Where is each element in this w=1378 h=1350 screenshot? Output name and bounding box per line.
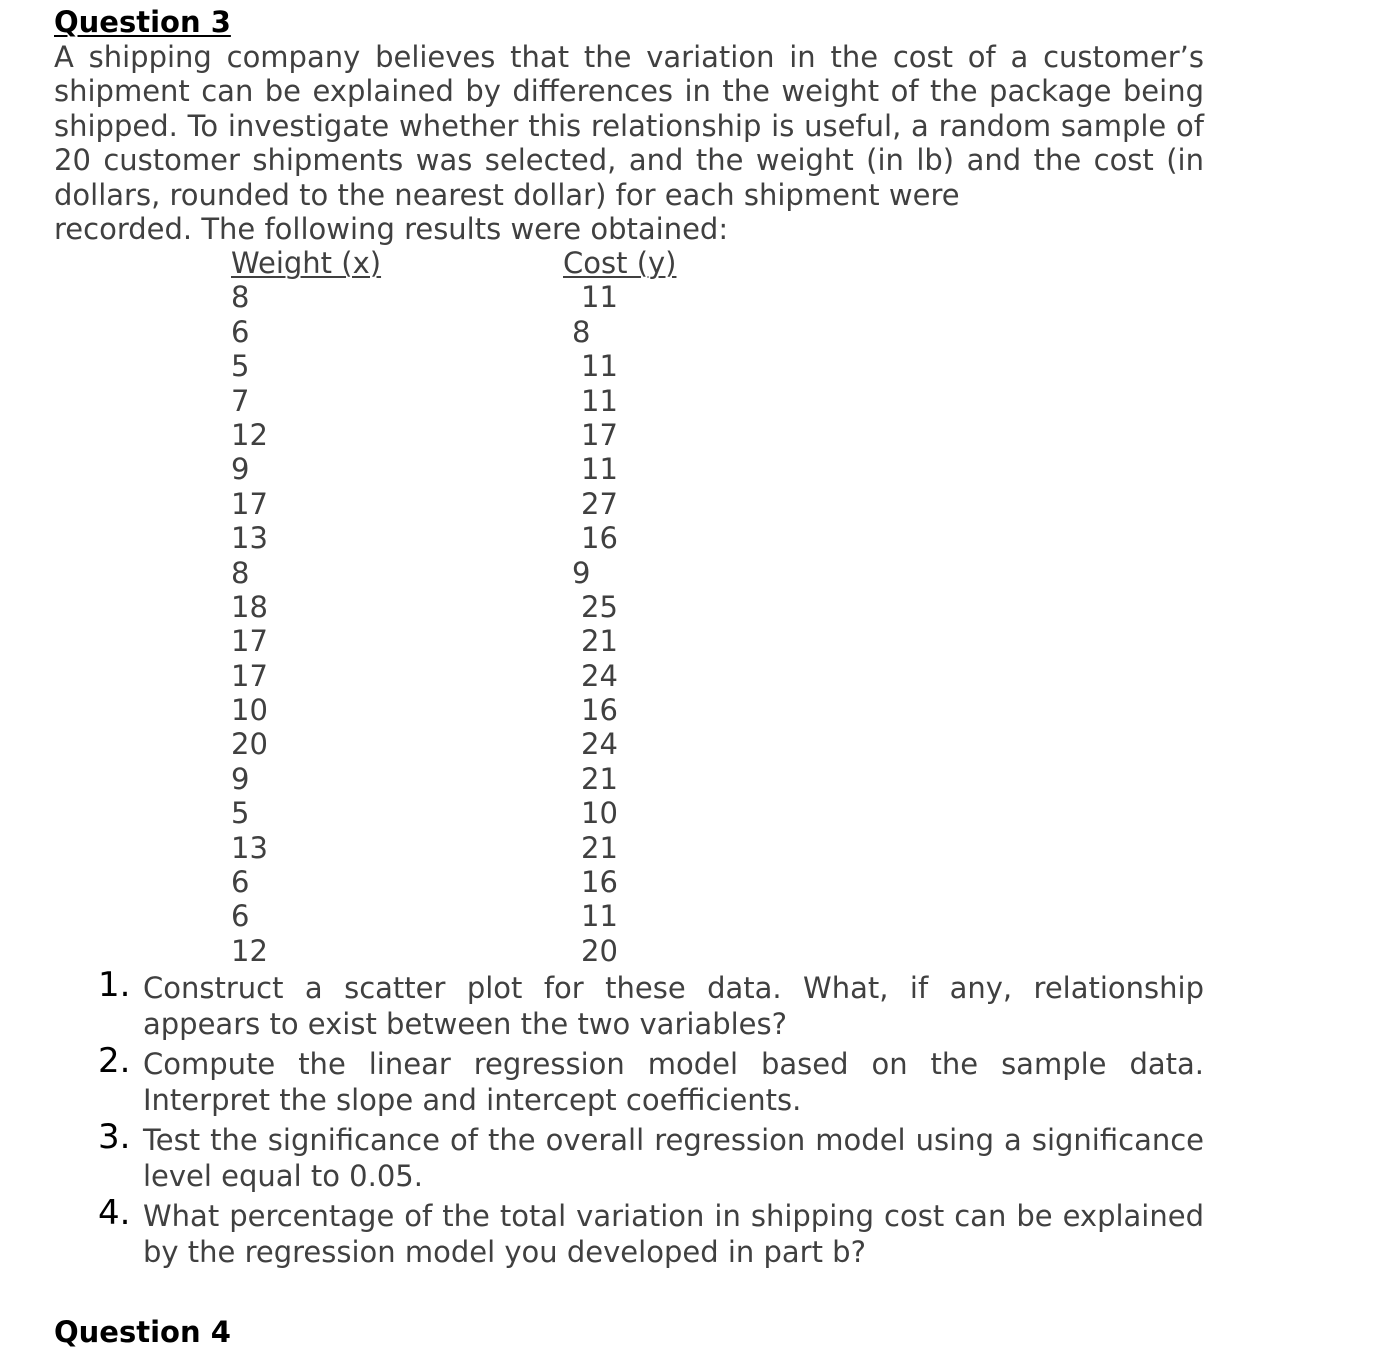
cost-cell: 8 xyxy=(572,314,591,349)
question-intro: A shipping company believes that the variation in the cost of a customer’s shipment can be explained by differences in the weight of the package being shipped. To investigate whether this relationship is useful, a random sample of 20 customer shipments was selected, and the weight (in lb) and the cost (in dollars, rounded to the nearest dollar) for each shipment were xyxy=(54,40,1204,212)
cost-cell: 17 xyxy=(581,417,618,452)
cost-cell: 21 xyxy=(581,830,618,865)
weight-cell: 6 xyxy=(231,899,250,934)
weight-cell: 10 xyxy=(231,693,268,728)
question-list xyxy=(98,965,1204,1274)
weight-cell: 9 xyxy=(231,761,250,796)
question-item xyxy=(98,965,1204,1042)
weight-cell: 17 xyxy=(231,486,268,521)
question-text: What percentage of the total variation in shipping cost can be explained by the regression model you developed in part b? xyxy=(143,1199,1204,1269)
weight-cell: 8 xyxy=(231,555,250,590)
cost-cell: 11 xyxy=(581,349,618,384)
weight-cell: 6 xyxy=(231,865,250,900)
weight-cell: 7 xyxy=(231,383,250,418)
weight-column-header: Weight (x) xyxy=(231,246,382,280)
cost-cell: 16 xyxy=(581,521,618,556)
cost-cell: 9 xyxy=(572,555,591,590)
question-item xyxy=(98,1193,1204,1270)
cost-cell: 11 xyxy=(581,452,618,487)
weight-cell: 5 xyxy=(231,349,250,384)
cost-cell: 11 xyxy=(581,383,618,418)
cost-cell: 21 xyxy=(581,761,618,796)
cost-cell: 21 xyxy=(581,624,618,659)
question-number: 3. xyxy=(98,1117,131,1157)
weight-cell: 12 xyxy=(231,933,268,968)
cost-cell: 16 xyxy=(581,693,618,728)
cost-cell: 24 xyxy=(581,727,618,762)
weight-column xyxy=(231,280,268,968)
cost-column-header: Cost (y) xyxy=(563,246,677,280)
cost-cell: 11 xyxy=(581,280,618,315)
cost-column xyxy=(572,280,618,968)
cost-cell: 10 xyxy=(581,796,618,831)
question-intro-last-line: recorded. The following results were obtained: xyxy=(54,212,729,246)
question-number: 2. xyxy=(98,1041,131,1081)
weight-cell: 20 xyxy=(231,727,268,762)
question-text: Construct a scatter plot for these data. What, if any, relationship appears to exist between the two variables? xyxy=(143,971,1204,1041)
weight-cell: 17 xyxy=(231,658,268,693)
cost-cell: 20 xyxy=(581,933,618,968)
cost-cell: 11 xyxy=(581,899,618,934)
weight-cell: 13 xyxy=(231,521,268,556)
cost-cell: 16 xyxy=(581,865,618,900)
question-item xyxy=(98,1117,1204,1194)
question-text: Compute the linear regression model based on the sample data. Interpret the slope and intercept coefficients. xyxy=(143,1047,1204,1117)
weight-cell: 5 xyxy=(231,796,250,831)
question-item xyxy=(98,1041,1204,1118)
question-text: Test the significance of the overall regression model using a significance level equal to 0.05. xyxy=(143,1123,1204,1193)
cost-cell: 27 xyxy=(581,486,618,521)
weight-cell: 17 xyxy=(231,624,268,659)
next-question-heading: Question 4 xyxy=(54,1315,231,1349)
weight-cell: 13 xyxy=(231,830,268,865)
weight-cell: 12 xyxy=(231,417,268,452)
question-number: 1. xyxy=(98,965,131,1005)
weight-cell: 18 xyxy=(231,589,268,624)
question-title: Question 3 xyxy=(54,5,231,39)
weight-cell: 6 xyxy=(231,314,250,349)
cost-cell: 24 xyxy=(581,658,618,693)
cost-cell: 25 xyxy=(581,589,618,624)
weight-cell: 9 xyxy=(231,452,250,487)
question-number: 4. xyxy=(98,1193,131,1233)
weight-cell: 8 xyxy=(231,280,250,315)
